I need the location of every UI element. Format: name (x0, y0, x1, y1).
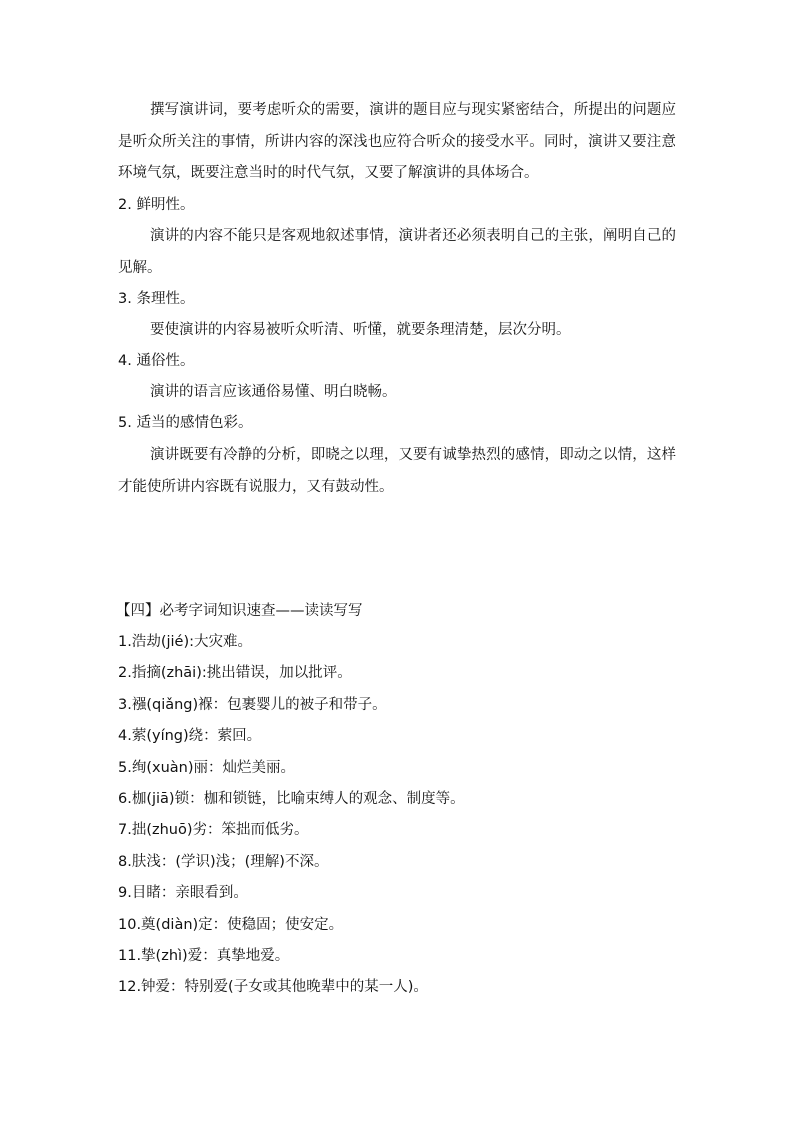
vocab-item: 5.绚(xuàn)丽：灿烂美丽。 (118, 759, 295, 776)
point-heading-organization: 3. 条理性。 (118, 291, 195, 307)
vocab-item: 1.浩劫(jié):大灾难。 (118, 634, 253, 650)
vocab-item: 10.奠(diàn)定：使稳固；使安定。 (118, 916, 344, 933)
vocab-item: 6.枷(jiā)锁：枷和锁链，比喻束缚人的观念、制度等。 (118, 791, 465, 808)
point-heading-emotion: 5. 适当的感情色彩。 (118, 415, 253, 431)
vocab-item: 11.挚(zhì)爱：真挚地爱。 (118, 948, 290, 965)
vocab-item: 12.钟爱：特别爱(子女或其他晚辈中的某一人)。 (118, 979, 428, 996)
vocab-item: 7.拙(zhuō)劣：笨拙而低劣。 (118, 822, 309, 839)
point-body-vividness: 演讲的内容不能只是客观地叙述事情，演讲者还必须表明自己的主张，阐明自己的见解。 (118, 228, 676, 276)
point-heading-vividness: 2. 鲜明性。 (118, 197, 195, 213)
point-body-organization: 要使演讲的内容易被听众听清、听懂，就要条理清楚，层次分明。 (150, 322, 571, 338)
vocab-item: 4.萦(yíng)绕：萦回。 (118, 728, 262, 745)
section-title: 【四】必考字词知识速查——读读写写 (116, 603, 363, 619)
point-body-emotion: 演讲既要有冷静的分析，即晓之以理，又要有诚挚热烈的感情，即动之以情，这样才能使所讲内容既有说服力，又有鼓动性。 (118, 447, 676, 495)
intro-paragraph: 撰写演讲词，要考虑听众的需要，演讲的题目应与现实紧密结合，所提出的问题应是听众所关注的事情，所讲内容的深浅也应符合听众的接受水平。同时，演讲又要注意环境气氛，既要注意当时的时代气氛，又要了解演讲的具体场合。 (118, 102, 676, 181)
vocab-item: 3.襁(qiǎng)褓：包裹婴儿的被子和带子。 (118, 696, 387, 713)
point-heading-accessibility: 4. 通俗性。 (118, 353, 195, 369)
vocab-item: 2.指摘(zhāi):挑出错误，加以批评。 (118, 665, 352, 682)
point-body-accessibility: 演讲的语言应该通俗易懂、明白晓畅。 (150, 384, 397, 400)
vocab-item: 9.目睹：亲眼看到。 (118, 885, 248, 902)
vocab-item: 8.肤浅：(学识)浅；(理解)不深。 (118, 853, 329, 870)
vocab-list (118, 627, 678, 1004)
